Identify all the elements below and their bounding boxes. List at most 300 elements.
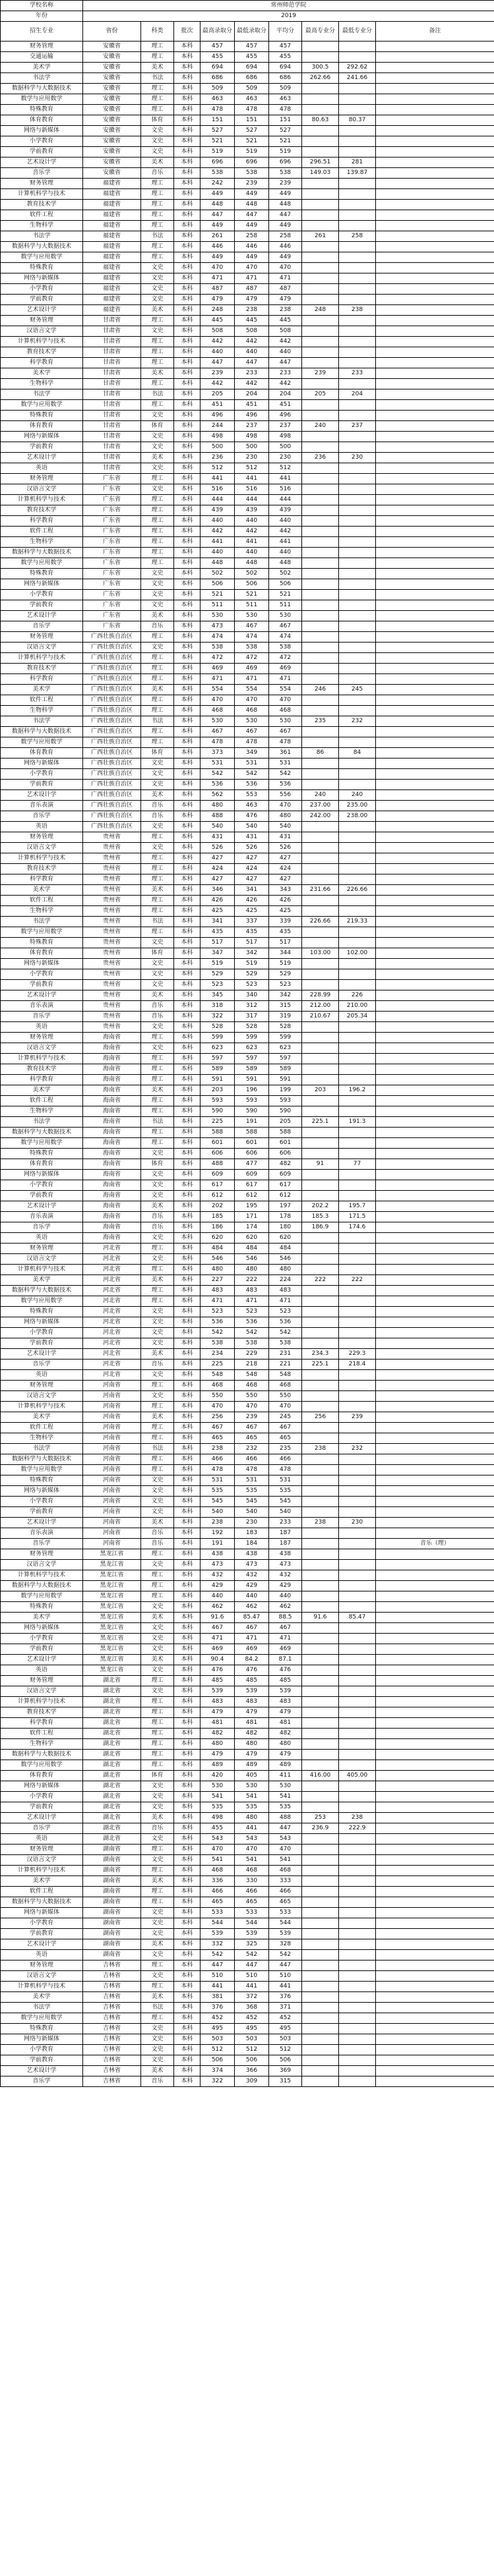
table-row [1, 1402, 494, 1412]
cell-min-score: 471 [235, 1634, 269, 1644]
cell-major: 特殊教育 [1, 1149, 83, 1159]
cell-note [376, 1813, 494, 1823]
cell-min-major-score [339, 843, 376, 853]
cell-max-score: 467 [201, 1423, 235, 1433]
cell-batch: 本科 [174, 1244, 201, 1254]
cell-note [376, 73, 494, 84]
cell-major: 特殊教育 [1, 1307, 83, 1317]
cell-max-major-score [302, 674, 339, 685]
cell-subject: 美术 [141, 990, 174, 1001]
cell-province: 吉林省 [83, 2013, 141, 2024]
table-row [1, 231, 494, 242]
cell-major: 数学与应用数学 [1, 252, 83, 263]
table-row [1, 990, 494, 1001]
cell-note [376, 1855, 494, 1866]
cell-major: 艺术设计学 [1, 1813, 83, 1823]
cell-min-score: 479 [235, 1750, 269, 1760]
cell-max-major-score: 225.1 [302, 1360, 339, 1370]
cell-note [376, 938, 494, 948]
table-row [1, 1022, 494, 1033]
cell-min-score: 538 [235, 643, 269, 653]
cell-max-score: 448 [201, 200, 235, 210]
cell-major: 财务管理 [1, 316, 83, 326]
cell-major: 音乐表演 [1, 1528, 83, 1539]
cell-min-score: 427 [235, 853, 269, 864]
cell-subject: 文史 [141, 147, 174, 157]
cell-min-major-score [339, 1486, 376, 1497]
cell-max-score: 483 [201, 1697, 235, 1707]
cell-major: 计算机科学与技术 [1, 1697, 83, 1707]
cell-avg-score: 526 [269, 843, 302, 853]
cell-batch: 本科 [174, 1117, 201, 1128]
table-row [1, 1033, 494, 1043]
cell-max-score: 479 [201, 1707, 235, 1718]
cell-min-score: 183 [235, 1528, 269, 1539]
cell-max-score: 480 [201, 1739, 235, 1750]
cell-major: 英语 [1, 822, 83, 832]
cell-note [376, 1128, 494, 1138]
cell-max-major-score: 238 [302, 1518, 339, 1528]
cell-avg-score: 442 [269, 527, 302, 537]
cell-batch: 本科 [174, 1908, 201, 1918]
cell-max-major-score: 234.3 [302, 1349, 339, 1360]
cell-max-score: 448 [201, 558, 235, 569]
cell-subject: 文史 [141, 326, 174, 337]
cell-province: 河南省 [83, 1497, 141, 1507]
cell-avg-score: 531 [269, 758, 302, 769]
cell-min-score: 541 [235, 1855, 269, 1866]
cell-max-score: 457 [201, 42, 235, 52]
cell-note [376, 896, 494, 906]
cell-max-score: 469 [201, 664, 235, 674]
cell-note [376, 969, 494, 980]
cell-max-score: 442 [201, 379, 235, 389]
cell-province: 黑龙江省 [83, 1549, 141, 1560]
cell-batch: 本科 [174, 1918, 201, 1929]
cell-max-major-score: 416.00 [302, 1771, 339, 1781]
cell-batch: 本科 [174, 1096, 201, 1106]
cell-max-score: 192 [201, 1528, 235, 1539]
cell-subject: 文史 [141, 1022, 174, 1033]
cell-major: 艺术设计学 [1, 790, 83, 801]
cell-min-score: 545 [235, 1497, 269, 1507]
cell-subject: 美术 [141, 157, 174, 168]
cell-batch: 本科 [174, 748, 201, 758]
cell-batch: 本科 [174, 252, 201, 263]
cell-note [376, 2076, 494, 2087]
cell-max-major-score [302, 1887, 339, 1897]
cell-min-score: 424 [235, 864, 269, 874]
col-max-major-score: 最高专业分 [302, 22, 339, 42]
cell-note [376, 337, 494, 347]
cell-major: 音乐学 [1, 1012, 83, 1022]
cell-avg-score: 440 [269, 516, 302, 527]
table-row [1, 495, 494, 505]
cell-max-major-score [302, 896, 339, 906]
cell-province: 广西壮族自治区 [83, 632, 141, 643]
cell-max-score: 483 [201, 1286, 235, 1296]
cell-batch: 本科 [174, 843, 201, 853]
cell-max-score: 606 [201, 1149, 235, 1159]
cell-avg-score: 447 [269, 358, 302, 368]
cell-min-major-score [339, 295, 376, 305]
cell-max-score: 590 [201, 1106, 235, 1117]
cell-max-major-score: 91.6 [302, 1613, 339, 1623]
cell-province: 黑龙江省 [83, 1560, 141, 1570]
cell-max-score: 205 [201, 389, 235, 400]
cell-max-major-score: 261 [302, 231, 339, 242]
cell-note [376, 1591, 494, 1602]
cell-province: 福建省 [83, 231, 141, 242]
cell-major: 数学与应用数学 [1, 1138, 83, 1149]
cell-max-score: 498 [201, 432, 235, 442]
cell-subject: 理工 [141, 347, 174, 358]
cell-note [376, 590, 494, 600]
cell-avg-score: 441 [269, 537, 302, 548]
cell-min-score: 606 [235, 1149, 269, 1159]
cell-max-score: 542 [201, 1328, 235, 1338]
cell-province: 安徽省 [83, 105, 141, 115]
cell-major: 汉语言文学 [1, 1560, 83, 1570]
cell-major: 小学教育 [1, 1792, 83, 1802]
cell-major: 小学教育 [1, 2045, 83, 2055]
cell-batch: 本科 [174, 1707, 201, 1718]
cell-batch: 本科 [174, 474, 201, 484]
cell-note [376, 421, 494, 432]
cell-major: 体育教育 [1, 1771, 83, 1781]
cell-province: 福建省 [83, 305, 141, 316]
cell-min-major-score: 230 [339, 1518, 376, 1528]
cell-max-major-score [302, 590, 339, 600]
cell-subject: 理工 [141, 316, 174, 326]
cell-min-major-score [339, 769, 376, 780]
cell-min-major-score [339, 1191, 376, 1201]
cell-min-score: 444 [235, 495, 269, 505]
cell-batch: 本科 [174, 221, 201, 231]
cell-note [376, 1771, 494, 1781]
cell-min-major-score: 237 [339, 421, 376, 432]
cell-max-major-score [302, 1855, 339, 1866]
cell-subject: 理工 [141, 1961, 174, 1971]
cell-min-major-score [339, 1149, 376, 1159]
cell-note [376, 157, 494, 168]
cell-subject: 文史 [141, 2045, 174, 2055]
cell-subject: 音乐 [141, 801, 174, 811]
cell-major: 科学教育 [1, 1075, 83, 1085]
cell-subject: 理工 [141, 221, 174, 231]
cell-avg-score: 538 [269, 1338, 302, 1349]
cell-note [376, 874, 494, 885]
cell-min-score: 541 [235, 1792, 269, 1802]
cell-batch: 本科 [174, 1697, 201, 1707]
cell-batch: 本科 [174, 358, 201, 368]
cell-province: 福建省 [83, 284, 141, 295]
cell-min-major-score: 240 [339, 790, 376, 801]
cell-major: 教育技术学 [1, 505, 83, 516]
cell-province: 河北省 [83, 1370, 141, 1381]
cell-province: 甘肃省 [83, 379, 141, 389]
cell-subject: 理工 [141, 537, 174, 548]
cell-min-major-score [339, 1792, 376, 1802]
cell-batch: 本科 [174, 200, 201, 210]
cell-major: 学前教育 [1, 1338, 83, 1349]
cell-note [376, 495, 494, 505]
cell-min-score: 599 [235, 1033, 269, 1043]
cell-max-score: 516 [201, 484, 235, 495]
table-row [1, 1961, 494, 1971]
cell-min-score: 451 [235, 400, 269, 411]
cell-note [376, 1233, 494, 1244]
cell-subject: 文史 [141, 1338, 174, 1349]
cell-note [376, 716, 494, 727]
cell-min-major-score [339, 1802, 376, 1813]
cell-batch: 本科 [174, 1317, 201, 1328]
cell-min-score: 195 [235, 1201, 269, 1212]
table-row [1, 84, 494, 94]
cell-subject: 理工 [141, 516, 174, 527]
cell-avg-score: 452 [269, 2013, 302, 2024]
cell-max-major-score [302, 569, 339, 579]
cell-min-major-score: 232 [339, 716, 376, 727]
cell-max-score: 470 [201, 695, 235, 706]
cell-min-major-score: 80.37 [339, 115, 376, 126]
cell-max-score: 511 [201, 600, 235, 611]
cell-major: 小学教育 [1, 1918, 83, 1929]
table-row [1, 1876, 494, 1887]
table-row [1, 621, 494, 632]
table-row [1, 295, 494, 305]
cell-max-major-score: 203 [302, 1085, 339, 1096]
cell-batch: 本科 [174, 1286, 201, 1296]
cell-province: 河北省 [83, 1254, 141, 1265]
cell-note [376, 1634, 494, 1644]
cell-max-major-score [302, 1750, 339, 1760]
cell-batch: 本科 [174, 389, 201, 400]
cell-subject: 理工 [141, 1676, 174, 1686]
cell-min-major-score [339, 706, 376, 716]
cell-avg-score: 339 [269, 917, 302, 927]
cell-subject: 文史 [141, 1370, 174, 1381]
cell-note [376, 1486, 494, 1497]
cell-max-major-score [302, 832, 339, 843]
cell-min-major-score [339, 1887, 376, 1897]
cell-batch: 本科 [174, 716, 201, 727]
cell-min-score: 502 [235, 569, 269, 579]
cell-subject: 音乐 [141, 1212, 174, 1222]
cell-major: 生物科学 [1, 537, 83, 548]
cell-subject: 文史 [141, 1781, 174, 1792]
cell-min-major-score [339, 126, 376, 136]
table-row [1, 590, 494, 600]
cell-max-major-score [302, 1560, 339, 1570]
cell-province: 河南省 [83, 1518, 141, 1528]
cell-min-score: 463 [235, 94, 269, 105]
cell-max-major-score [302, 664, 339, 674]
table-row [1, 200, 494, 210]
cell-min-major-score [339, 1918, 376, 1929]
cell-avg-score: 470 [269, 1402, 302, 1412]
table-row [1, 1244, 494, 1254]
cell-min-score: 342 [235, 948, 269, 959]
cell-avg-score: 550 [269, 1391, 302, 1402]
cell-note [376, 516, 494, 527]
cell-min-score: 483 [235, 1286, 269, 1296]
cell-min-score: 446 [235, 242, 269, 252]
table-row [1, 1897, 494, 1908]
cell-max-major-score [302, 780, 339, 790]
cell-subject: 理工 [141, 1760, 174, 1771]
cell-max-major-score [302, 558, 339, 569]
cell-subject: 美术 [141, 790, 174, 801]
cell-province: 贵州省 [83, 980, 141, 990]
cell-avg-score: 510 [269, 1971, 302, 1982]
cell-province: 河南省 [83, 1486, 141, 1497]
cell-note [376, 832, 494, 843]
cell-avg-score: 238 [269, 305, 302, 316]
cell-subject: 文史 [141, 1191, 174, 1201]
cell-province: 河北省 [83, 1244, 141, 1254]
cell-province: 广西壮族自治区 [83, 758, 141, 769]
cell-batch: 本科 [174, 1275, 201, 1286]
cell-note [376, 1939, 494, 1950]
cell-province: 海南省 [83, 1191, 141, 1201]
cell-max-major-score [302, 1549, 339, 1560]
cell-avg-score: 686 [269, 73, 302, 84]
cell-min-major-score [339, 1433, 376, 1444]
cell-min-score: 523 [235, 1307, 269, 1317]
cell-min-score: 405 [235, 1771, 269, 1781]
cell-max-major-score [302, 442, 339, 453]
table-row [1, 1138, 494, 1149]
cell-note [376, 780, 494, 790]
cell-min-score: 483 [235, 1697, 269, 1707]
cell-min-major-score [339, 1929, 376, 1939]
cell-min-major-score [339, 737, 376, 748]
cell-max-major-score [302, 484, 339, 495]
cell-avg-score: 546 [269, 1254, 302, 1265]
cell-batch: 本科 [174, 1412, 201, 1423]
cell-min-score: 470 [235, 263, 269, 273]
cell-subject: 文史 [141, 1602, 174, 1613]
cell-batch: 本科 [174, 727, 201, 737]
cell-major: 数学与应用数学 [1, 1296, 83, 1307]
cell-min-major-score [339, 674, 376, 685]
cell-province: 安徽省 [83, 73, 141, 84]
table-row [1, 126, 494, 136]
cell-major: 网络与新媒体 [1, 1317, 83, 1328]
cell-min-major-score [339, 1549, 376, 1560]
cell-subject: 音乐 [141, 1539, 174, 1549]
cell-major: 美术学 [1, 1613, 83, 1623]
cell-major: 特殊教育 [1, 105, 83, 115]
table-row [1, 1043, 494, 1054]
cell-avg-score: 535 [269, 1802, 302, 1813]
cell-major: 生物科学 [1, 906, 83, 917]
cell-min-score: 191 [235, 1117, 269, 1128]
table-row [1, 1845, 494, 1855]
cell-max-major-score [302, 400, 339, 411]
cell-major: 美术学 [1, 685, 83, 695]
cell-avg-score: 424 [269, 864, 302, 874]
cell-min-major-score [339, 179, 376, 189]
cell-province: 吉林省 [83, 1992, 141, 2003]
cell-min-major-score [339, 1950, 376, 1961]
cell-province: 黑龙江省 [83, 1665, 141, 1676]
cell-major: 网络与新媒体 [1, 1170, 83, 1180]
cell-avg-score: 479 [269, 295, 302, 305]
cell-avg-score: 480 [269, 811, 302, 822]
cell-major: 特殊教育 [1, 411, 83, 421]
cell-max-major-score [302, 1265, 339, 1275]
cell-subject: 理工 [141, 695, 174, 706]
cell-subject: 理工 [141, 1138, 174, 1149]
cell-batch: 本科 [174, 1602, 201, 1613]
cell-max-major-score [302, 632, 339, 643]
cell-max-major-score [302, 326, 339, 337]
cell-note [376, 400, 494, 411]
cell-min-score: 530 [235, 716, 269, 727]
table-row [1, 1834, 494, 1845]
cell-avg-score: 467 [269, 1423, 302, 1433]
cell-avg-score: 482 [269, 1159, 302, 1170]
cell-batch: 本科 [174, 527, 201, 537]
cell-min-major-score [339, 1781, 376, 1792]
cell-note [376, 200, 494, 210]
cell-min-score: 485 [235, 1676, 269, 1686]
table-row [1, 927, 494, 938]
cell-avg-score: 361 [269, 748, 302, 758]
cell-min-major-score [339, 252, 376, 263]
cell-min-score: 440 [235, 548, 269, 558]
cell-note [376, 527, 494, 537]
cell-note [376, 1402, 494, 1412]
table-row [1, 1792, 494, 1802]
cell-avg-score: 694 [269, 63, 302, 73]
table-row [1, 1349, 494, 1360]
cell-batch: 本科 [174, 801, 201, 811]
cell-batch: 本科 [174, 1665, 201, 1676]
cell-note [376, 1254, 494, 1265]
cell-max-major-score [302, 1866, 339, 1876]
cell-batch: 本科 [174, 136, 201, 147]
cell-note [376, 1370, 494, 1381]
table-row [1, 179, 494, 189]
cell-note [376, 990, 494, 1001]
cell-subject: 理工 [141, 1581, 174, 1591]
table-row [1, 537, 494, 548]
cell-max-major-score: 256 [302, 1412, 339, 1423]
table-row [1, 1665, 494, 1676]
cell-min-major-score: 84 [339, 748, 376, 758]
cell-min-major-score [339, 2076, 376, 2087]
cell-subject: 理工 [141, 210, 174, 221]
cell-batch: 本科 [174, 1360, 201, 1370]
cell-avg-score: 496 [269, 411, 302, 421]
cell-note [376, 706, 494, 716]
cell-province: 吉林省 [83, 1961, 141, 1971]
cell-max-score: 202 [201, 1201, 235, 1212]
table-row [1, 1212, 494, 1222]
cell-avg-score: 426 [269, 896, 302, 906]
cell-note [376, 210, 494, 221]
cell-major: 计算机科学与技术 [1, 495, 83, 505]
cell-subject: 文史 [141, 484, 174, 495]
cell-major: 网络与新媒体 [1, 1623, 83, 1634]
cell-max-major-score [302, 1254, 339, 1265]
cell-min-major-score [339, 621, 376, 632]
cell-max-score: 554 [201, 685, 235, 695]
cell-note [376, 284, 494, 295]
